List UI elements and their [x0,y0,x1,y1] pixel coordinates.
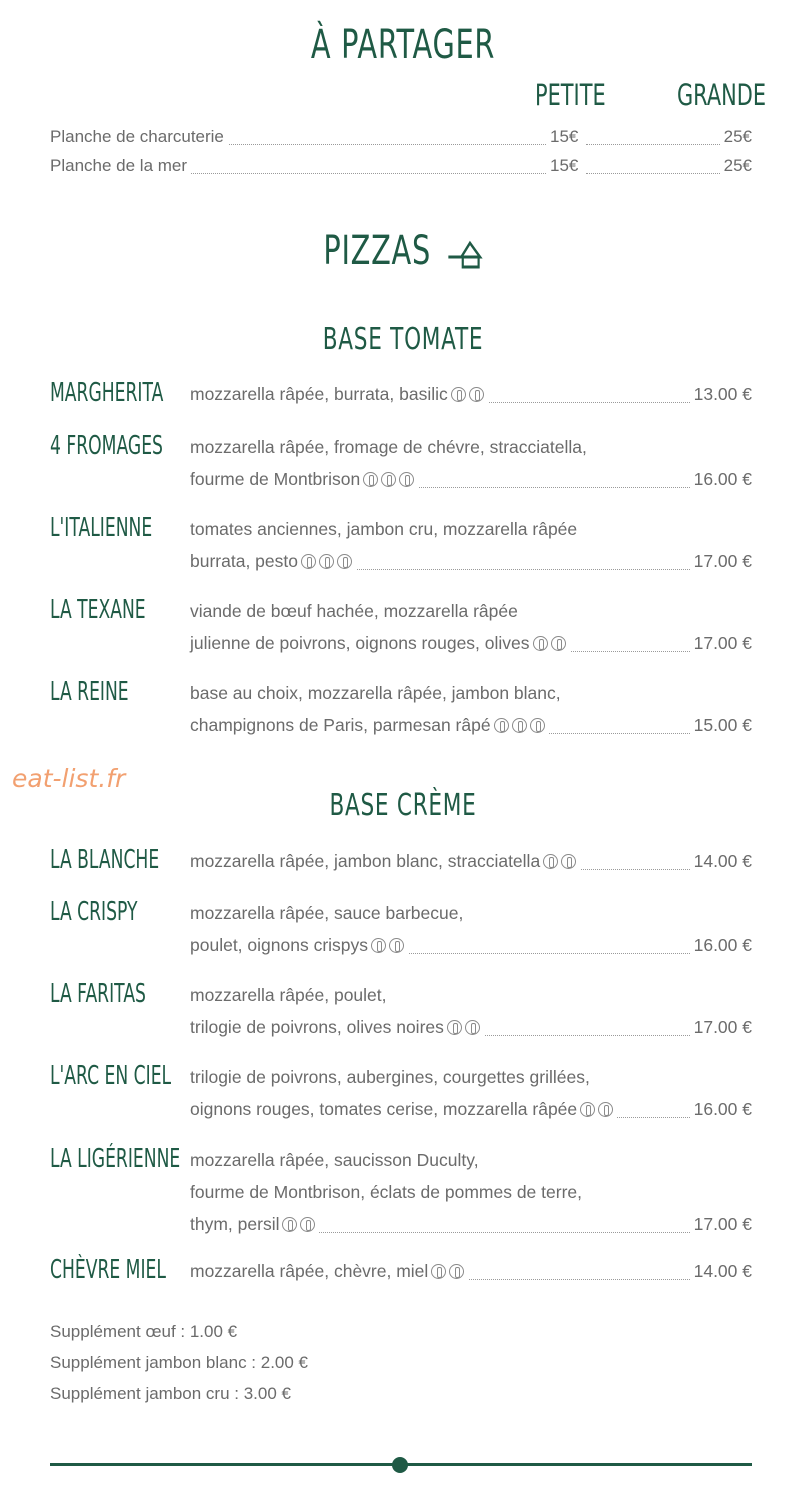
divider-dot [392,1457,408,1473]
ingredients-text: trilogie de poivrons, olives noires [190,1017,484,1037]
pizza-ingredients-line [190,1214,752,1244]
allergen-icon [381,472,396,487]
pizza-ingredients-line [190,1150,752,1180]
allergen-icon [580,1102,595,1117]
allergen-icon [465,1020,480,1035]
pizza-price: 17.00 € [691,1214,752,1235]
ingredients-text: base au choix, mozzarella râpée, jambon blanc, [190,683,565,703]
share-item [50,127,752,153]
allergen-icon [530,718,545,733]
allergen-icon [337,554,352,569]
share-item-large-price: 25€ [720,127,752,147]
watermark-text: eat-list.fr [12,764,126,793]
pizza-name: L'ITALIENNE [50,513,153,543]
pizza-ingredients-line [190,1067,752,1097]
supplement-item: Supplément œuf : 1.00 € [50,1322,238,1341]
pizza-price: 16.00 € [691,935,752,956]
allergen-icon [282,1217,297,1232]
pizza-name: LA FARITAS [50,979,146,1009]
pizzas-title-text: PIZZAS [323,228,431,274]
column-grande: GRANDE [677,78,767,112]
share-item-large-price: 25€ [720,156,752,176]
allergen-icon [543,854,558,869]
allergen-icon [449,1264,464,1279]
pizza-name: LA REINE [50,677,129,707]
ingredients-text: poulet, oignons crispys [190,935,408,955]
allergen-icon [363,472,378,487]
subsection-base-creme: BASE CRÈME [329,788,477,823]
allergen-icon [371,938,386,953]
pizza-name: 4 FROMAGES [50,431,163,461]
section-title-pizzas [113,228,693,274]
allergen-icon [447,1020,462,1035]
pizza-name: LA CRISPY [50,897,138,927]
ingredients-text: mozzarella râpée, fromage de chévre, stracciatella, [190,437,591,457]
allergen-icon [551,636,566,651]
ingredients-text: mozzarella râpée, chèvre, miel [190,1261,468,1281]
allergen-icon [301,554,316,569]
allergen-icon [494,718,509,733]
allergen-icon [598,1102,613,1117]
pizza-name: MARGHERITA [50,378,164,408]
ingredients-text: oignons rouges, tomates cerise, mozzarella râpée [190,1099,617,1119]
pizza-price: 14.00 € [691,851,752,872]
pizza-name: LA BLANCHE [50,845,160,875]
share-item-small-price: 15€ [546,156,582,176]
ingredients-text: fourme de Montbrison, éclats de pommes de terre, [190,1182,586,1202]
pizza-ingredients-line [190,384,752,414]
ingredients-text: champignons de Paris, parmesan râpé [190,715,549,735]
allergen-icon [300,1217,315,1232]
share-item-small-price: 15€ [546,127,582,147]
pizza-price: 16.00 € [691,469,752,490]
pizza-ingredients-line [190,851,752,881]
pizza-ingredients-line [190,469,752,499]
pizza-ingredients-line [190,633,752,663]
pizza-ingredients-line [190,935,752,965]
ingredients-text: fourme de Montbrison [190,469,418,489]
share-item-name: Planche de charcuterie [50,127,228,147]
ingredients-text: trilogie de poivrons, aubergines, courgettes grillées, [190,1067,594,1087]
pizza-ingredients-line [190,683,752,713]
supplement-item: Supplément jambon blanc : 2.00 € [50,1353,309,1372]
pizza-ingredients-line [190,1261,752,1291]
ingredients-text: mozzarella râpée, sauce barbecue, [190,903,467,923]
pizza-price: 14.00 € [691,1261,752,1282]
pizza-price: 17.00 € [691,551,752,572]
ingredients-text: mozzarella râpée, poulet, [190,985,391,1005]
pizza-ingredients-line [190,1099,752,1129]
ingredients-text: julienne de poivrons, oignons rouges, olives [190,633,570,653]
pizza-price: 16.00 € [691,1099,752,1120]
pizza-slice-icon [445,235,482,271]
supplement-item: Supplément jambon cru : 3.00 € [50,1384,291,1403]
allergen-icon [399,472,414,487]
ingredients-text: mozzarella râpée, saucisson Duculty, [190,1150,483,1170]
pizza-price: 17.00 € [691,633,752,654]
pizza-name: L'ARC EN CIEL [50,1061,172,1091]
pizza-ingredients-line [190,903,752,933]
share-item [50,156,752,182]
ingredients-text: burrata, pesto [190,551,356,571]
allergen-icon [561,854,576,869]
pizza-ingredients-line [190,551,752,581]
allergen-icon [319,554,334,569]
pizza-name: LA TEXANE [50,595,146,625]
allergen-icon [389,938,404,953]
pizza-ingredients-line [190,715,752,745]
share-item-name: Planche de la mer [50,156,191,176]
ingredients-text: tomates anciennes, jambon cru, mozzarella râpée [190,519,581,539]
ingredients-text: mozzarella râpée, jambon blanc, stracciatella [190,851,580,871]
pizza-price: 17.00 € [691,1017,752,1038]
pizza-price: 15.00 € [691,715,752,736]
pizza-price: 13.00 € [691,384,752,405]
ingredients-text: viande de bœuf hachée, mozzarella râpée [190,601,522,621]
pizza-ingredients-line [190,1182,752,1212]
pizza-name: CHÈVRE MIEL [50,1255,166,1285]
pizza-ingredients-line [190,1017,752,1047]
ingredients-text: mozzarella râpée, burrata, basilic [190,384,488,404]
allergen-icon [533,636,548,651]
pizza-name: LA LIGÉRIENNE [50,1144,181,1174]
pizza-ingredients-line [190,601,752,631]
allergen-icon [431,1264,446,1279]
section-title-share: À PARTAGER [310,22,496,68]
allergen-icon [512,718,527,733]
pizza-ingredients-line [190,437,752,467]
pizza-ingredients-line [190,519,752,549]
column-petite: PETITE [535,78,606,112]
allergen-icon [451,387,466,402]
pizza-ingredients-line [190,985,752,1015]
subsection-base-tomate: BASE TOMATE [322,322,484,357]
allergen-icon [469,387,484,402]
ingredients-text: thym, persil [190,1214,319,1234]
